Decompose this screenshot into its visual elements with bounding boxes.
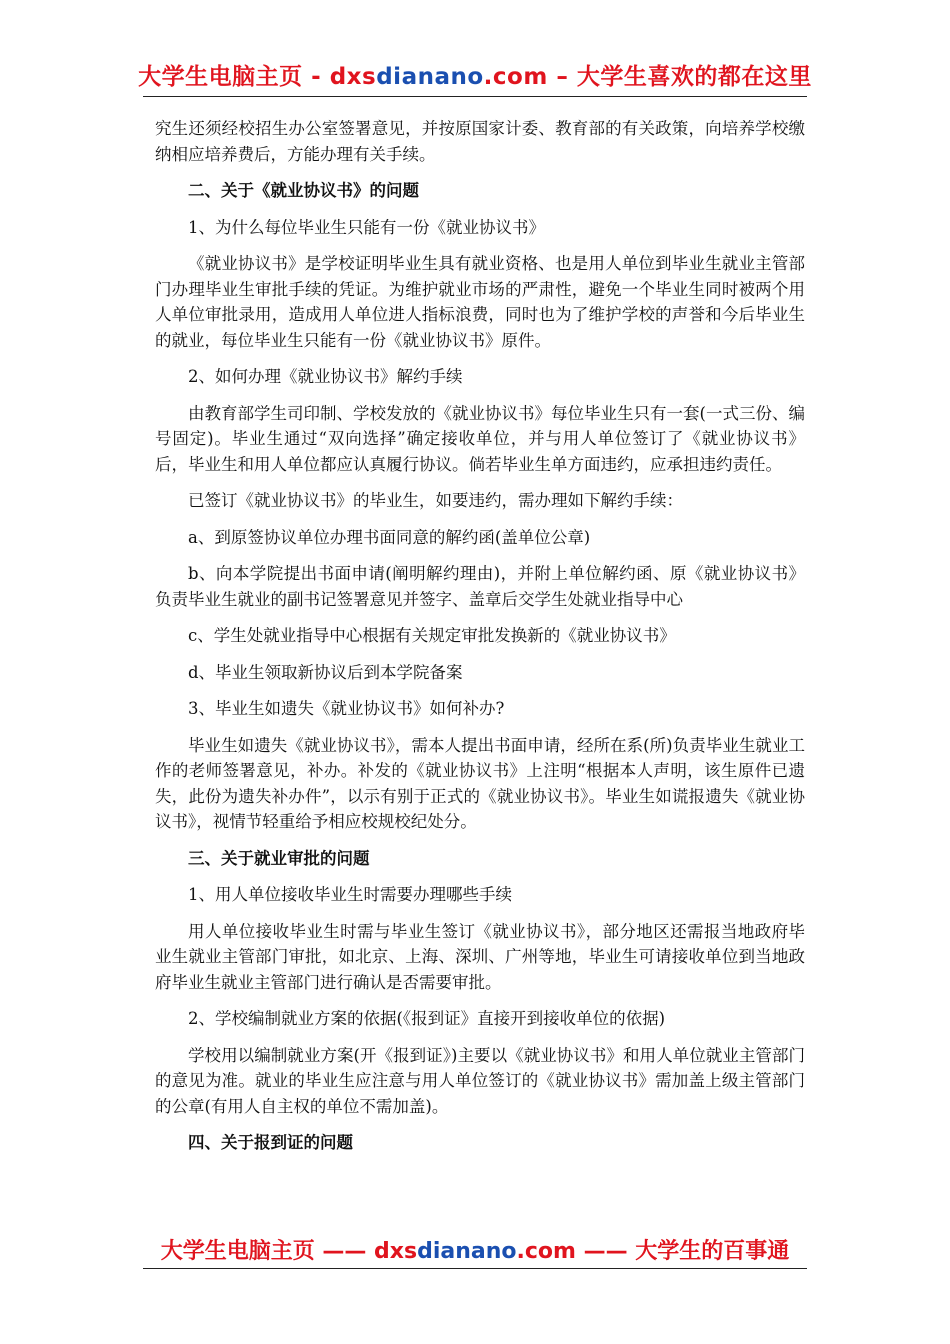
footer-domain-name: dianano (417, 1239, 517, 1264)
list-item: b、向本学院提出书面申请(阐明解约理由)，并附上单位解约函、原《就业协议书》负责毕业生就业的副书记签署意见并签字、盖章后交学生处就业指导中心 (155, 564, 805, 609)
header-domain-prefix: dxs (329, 64, 377, 90)
list-item: c、学生处就业指导中心根据有关规定审批发换新的《就业协议书》 (188, 626, 676, 645)
header-site-name: 大学生电脑主页 - (138, 64, 330, 90)
section-heading: 二、关于《就业协议书》的问题 (188, 181, 419, 200)
paragraph: 用人单位接收毕业生时需与毕业生签订《就业协议书》，部分地区还需报当地政府毕业生就业主管部门审批，如北京、上海、深圳、广州等地，毕业生可请接收单位到当地政府毕业生就业主管部门进行确认是否需要审批。 (155, 921, 805, 992)
footer-site-name: 大学生电脑主页 —— (160, 1239, 375, 1264)
section-heading: 三、关于就业审批的问题 (188, 848, 370, 868)
paragraph: 由教育部学生司印制、学校发放的《就业协议书》每位毕业生只有一套(一式三份、编号固定)。毕业生通过“双向选择”确定接收单位，并与用人单位签订了《就业协议书》后，毕业生和用人单位都应认真履行协议。倘若毕业生单方面违约，应承担违约责任。 (155, 403, 805, 474)
header-slogan: – 大学生喜欢的都在这里 (547, 64, 812, 90)
paragraph: 学校用以编制就业方案(开《报到证》)主要以《就业协议书》和用人单位就业主管部门的意见为准。就业的毕业生应注意与用人单位签订的《就业协议书》需加盖上级主管部门的公章(有用人自主权的单位不需加盖)。 (155, 1045, 805, 1116)
footer-slogan: —— 大学生的百事通 (575, 1239, 790, 1264)
document-body (155, 116, 805, 1167)
paragraph: 已签订《就业协议书》的毕业生，如要违约，需办理如下解约手续： (188, 491, 683, 510)
footer-domain-tld: .com (516, 1239, 576, 1264)
header-domain-name: dianano (376, 64, 484, 90)
footer-domain-prefix: dxs (374, 1239, 418, 1264)
paragraph: 究生还须经校招生办公室签署意见，并按原国家计委、教育部的有关政策，向培养学校缴纳相应培养费后，方能办理有关手续。 (155, 119, 805, 164)
paragraph: 毕业生如遗失《就业协议书》，需本人提出书面申请，经所在系(所)负责毕业生就业工作的老师签署意见，补办。补发的《就业协议书》上注明“根据本人声明，该生原件已遗失，此份为遗失补办件”，以示有别于正式的《就业协议书》。毕业生如谎报遗失《就业协议书》，视情节轻重给予相应校规校纪处分。 (155, 735, 805, 831)
section-heading: 四、关于报到证的问题 (188, 1133, 353, 1152)
header-domain-tld: .com (483, 64, 548, 90)
paragraph: 《就业协议书》是学校证明毕业生具有就业资格、也是用人单位到毕业生就业主管部门办理毕业生审批手续的凭证。为维护就业市场的严肃性，避免一个毕业生同时被两个用人单位审批录用，造成用人单位进人指标浪费，同时也为了维护学校的声誉和今后毕业生的就业，每位毕业生只能有一份《就业协议书》原件。 (155, 254, 805, 350)
question-title: 1、用人单位接收毕业生时需要办理哪些手续 (188, 885, 512, 904)
list-item: a、到原签协议单位办理书面同意的解约函(盖单位公章) (188, 527, 591, 547)
question-title: 2、学校编制就业方案的依据(《报到证》直接开到接收单位的依据) (188, 1009, 666, 1028)
question-title: 1、为什么每位毕业生只能有一份《就业协议书》 (188, 217, 545, 237)
page-footer (0, 1234, 950, 1265)
page-header (0, 58, 950, 91)
header-divider (143, 96, 807, 97)
question-title: 3、毕业生如遗失《就业协议书》如何补办? (188, 699, 505, 718)
list-item: d、毕业生领取新协议后到本学院备案 (188, 662, 463, 682)
footer-divider (143, 1268, 807, 1269)
question-title: 2、如何办理《就业协议书》解约手续 (188, 367, 463, 386)
